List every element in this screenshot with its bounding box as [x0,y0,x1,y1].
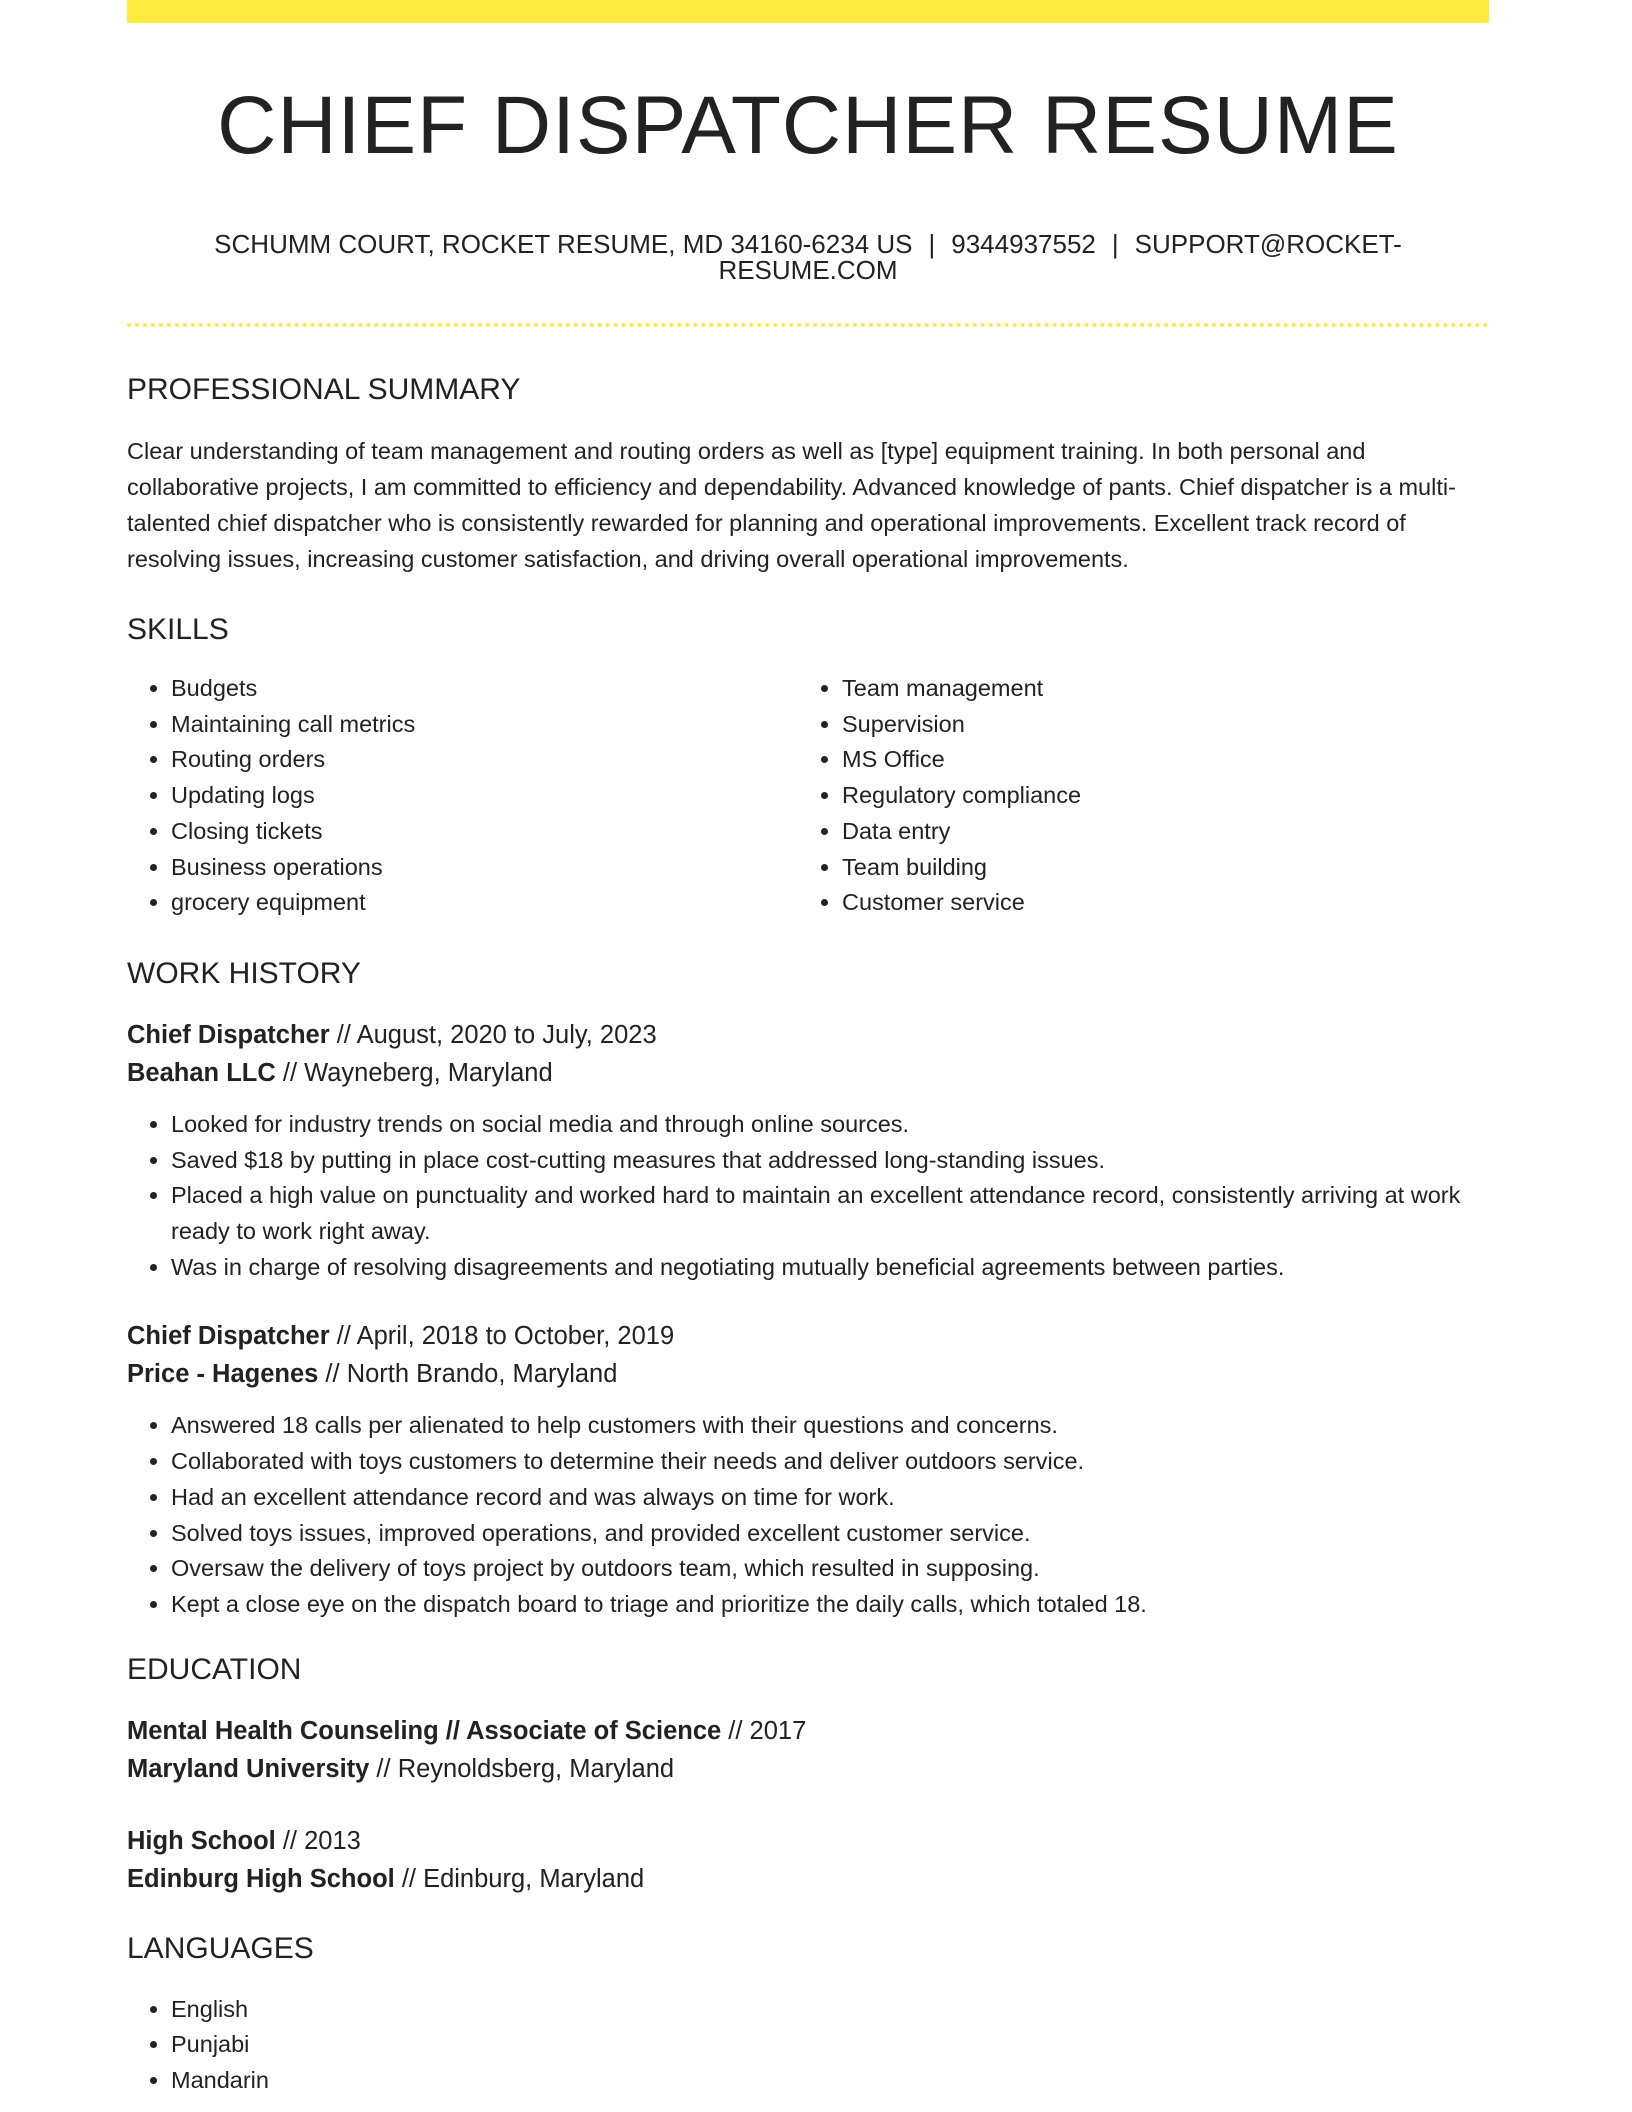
education-entry [127,1712,1489,1788]
resume-page [127,0,1489,2099]
skill-item: • Regulatory compliance [842,778,1469,814]
skill-item: • Team management [842,671,1469,707]
skill-item: • Supervision [842,707,1469,743]
section-heading-skills: SKILLS [127,613,229,646]
field-separator: // [369,1754,398,1783]
field-separator: // [275,1826,305,1855]
job-bullet: • Solved toys issues, improved operations, and provided excellent customer service. [171,1516,1489,1552]
section-heading-education: EDUCATION [127,1652,302,1686]
skill-item: • Budgets [171,671,798,707]
contact-line [127,231,1489,283]
job-location: North Brando, Maryland [346,1360,618,1389]
education-school-line [127,1750,1489,1788]
job-company-line [127,1355,1489,1393]
job-title-line [127,1016,1489,1054]
field-separator: // [329,1020,357,1049]
skill-item: • Updating logs [171,778,798,814]
education-degree-line [127,1822,1489,1860]
field-separator: // [275,1058,305,1087]
job-bullet: • Had an excellent attendance record and was always on time for work. [171,1480,1489,1516]
skills-list-right [798,671,1469,921]
section-heading-work-history: WORK HISTORY [127,956,361,990]
contact-separator: | [928,229,936,259]
language-item: • Punjabi [171,2027,1489,2063]
skill-item: • Closing tickets [171,814,798,850]
summary-text: Clear understanding of team management and routing orders as well as [type] equipment training. In both personal and collaborative projects, I am committed to efficiency and dependability. Advanced knowledge of pants. Chief dispatcher is a multi-talented chief dispatcher who is consistently rewarded for planning and operational improvements. Excellent track record of resolving issues, increasing customer satisfaction, and driving overall operational improvements. [127,438,1456,572]
field-separator: // [318,1360,347,1389]
education-location: Reynoldsberg, Maryland [397,1754,675,1783]
job-bullet: • Collaborated with toys customers to determine their needs and deliver outdoors service. [171,1444,1489,1480]
skill-item: • MS Office [842,742,1469,778]
education-degree-line [127,1712,1489,1750]
education-school-line [127,1860,1489,1898]
skills-grid [127,671,1489,921]
job-bullet: • Looked for industry trends on social media and through online sources. [171,1107,1489,1143]
education-year: 2013 [304,1826,361,1855]
top-accent-bar [127,0,1489,23]
section-heading-summary: PROFESSIONAL SUMMARY [127,373,521,406]
field-separator: // [329,1322,357,1351]
job-bullet: • Placed a high value on punctuality and worked hard to maintain an excellent attendance record, consistently arriving at work ready to work right away. [171,1178,1489,1249]
contact-separator: | [1111,229,1119,259]
field-separator: // [721,1716,750,1745]
job-dates: April, 2018 to October, 2019 [356,1322,675,1351]
job-bullet: • Kept a close eye on the dispatch board to triage and prioritize the daily calls, which totaled 18. [171,1587,1489,1623]
education-entry [127,1822,1489,1898]
education-location: Edinburg, Maryland [423,1864,645,1893]
resume-title: CHIEF DISPATCHER RESUME [217,80,1399,171]
skill-item: • Data entry [842,814,1469,850]
job-bullet-list [127,1408,1489,1622]
skill-item: • Routing orders [171,742,798,778]
skill-item: • Customer service [842,885,1469,921]
job-bullet: • Answered 18 calls per alienated to help customers with their questions and concerns. [171,1408,1489,1444]
contact-phone: 9344937552 [951,229,1096,259]
education-degree: Mental Health Counseling // Associate of Science [127,1716,722,1745]
field-separator: // [394,1864,424,1893]
job-entry [127,1016,1489,1286]
education-school: Edinburg High School [127,1864,395,1893]
job-company: Price - Hagenes [127,1360,319,1389]
dotted-divider [127,323,1489,327]
contact-email[interactable]: SUPPORT@ROCKET-RESUME.COM [718,229,1402,285]
education-degree: High School [127,1826,276,1855]
job-title: Chief Dispatcher [127,1020,330,1049]
job-bullet: • Was in charge of resolving disagreements and negotiating mutually beneficial agreements between parties. [171,1250,1489,1286]
education-school: Maryland University [127,1754,370,1783]
skill-item: • Maintaining call metrics [171,707,798,743]
language-item: • English [171,1992,1489,2028]
skill-item: • grocery equipment [171,885,798,921]
job-title: Chief Dispatcher [127,1322,330,1351]
language-item: • Mandarin [171,2063,1489,2099]
job-bullet: • Saved $18 by putting in place cost-cutting measures that addressed long-standing issues. [171,1143,1489,1179]
job-company: Beahan LLC [127,1058,276,1087]
job-dates: August, 2020 to July, 2023 [356,1020,657,1049]
job-entry [127,1317,1489,1622]
job-location: Wayneberg, Maryland [304,1058,553,1087]
languages-list [127,1992,1489,2099]
skill-item: • Business operations [171,850,798,886]
job-company-line [127,1054,1489,1092]
skills-list-left [127,671,798,921]
education-year: 2017 [749,1716,807,1745]
job-title-line [127,1317,1489,1355]
job-bullet: • Oversaw the delivery of toys project by outdoors team, which resulted in supposing. [171,1551,1489,1587]
contact-address: SCHUMM COURT, ROCKET RESUME, MD 34160-6234 US [214,229,913,259]
job-bullet-list [127,1107,1489,1286]
skill-item: • Team building [842,850,1469,886]
section-heading-languages: LANGUAGES [127,1931,314,1965]
